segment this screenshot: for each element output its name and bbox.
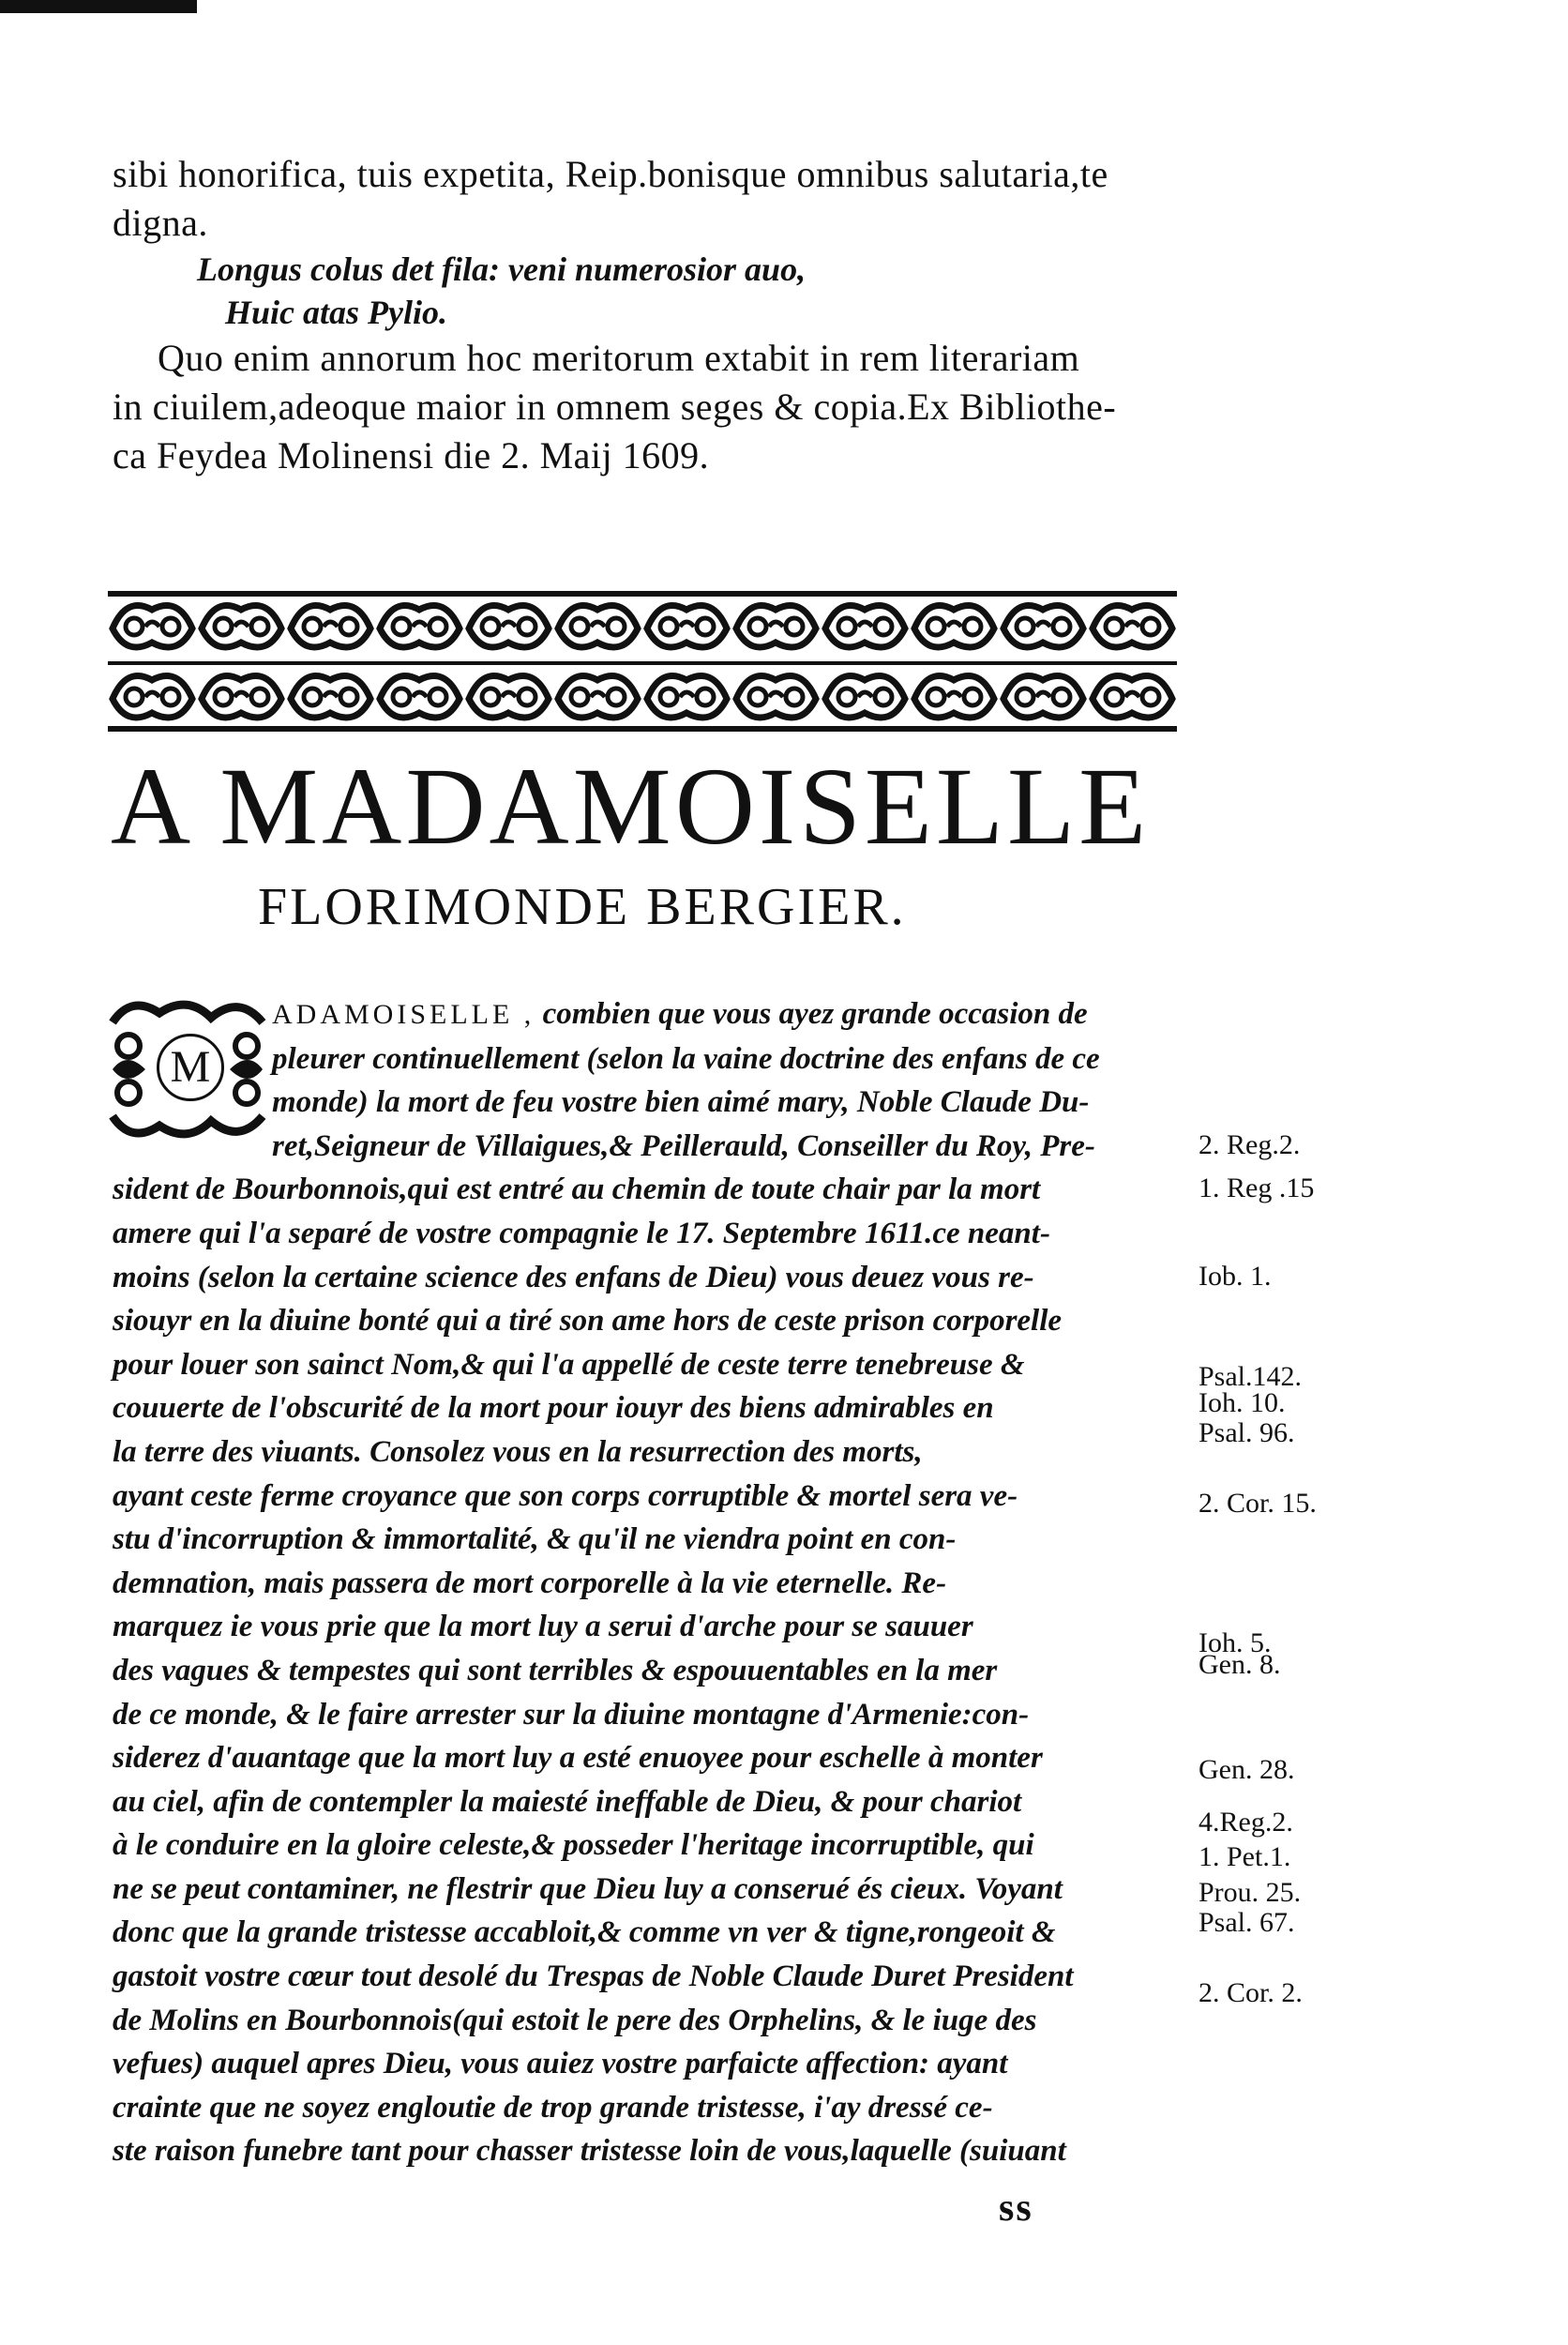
body-line: de Molins en Bourbonnois(qui estoit le pere des Orphelins, & le iuge des [113,2003,1037,2037]
body-line: demnation, mais passera de mort corporelle à la vie eternelle. Re- [113,1566,947,1600]
margin-note: 4.Reg.2. [1199,1807,1293,1838]
body-line: moins (selon la certaine science des enfans de Dieu) vous deuez vous re- [113,1260,1034,1294]
body-line: pleurer continuellement (selon la vaine doctrine des enfans de ce [272,1041,1100,1076]
margin-note: 1. Pet.1. [1199,1841,1291,1873]
margin-note: Iob. 1. [1199,1260,1272,1292]
body-line [113,992,1191,1037]
intro-text [113,150,1219,480]
body-line: ne se peut contaminer, ne flestrir que Dieu luy a conserué és cieux. Voyant [113,1871,1063,1906]
closing-line: ca Feydea Molinensi die 2. Maij 1609. [113,434,710,477]
closing-line: Quo enim annorum hoc meritorum extabit in rem literariam [158,337,1080,379]
body-line: au ciel, afin de contempler la maiesté ineffable de Dieu, & pour chariot [113,1784,1022,1819]
margin-note: Psal. 67. [1199,1907,1295,1939]
margin-note: Ioh. 5. [1199,1627,1272,1659]
catchword: ss [999,2186,1033,2230]
body-line: la terre des viuants. Consolez vous en la resurrection des morts, [113,1434,923,1469]
body-line: à le conduire en la gloire celeste,& posseder l'heritage incorruptible, qui [113,1828,1034,1863]
body-line: ste raison funebre tant pour chasser tristesse loin de vous,laquelle (suiuant [113,2134,1066,2169]
dedication-body [113,992,1191,2173]
intro-line: sibi honorifica, tuis expetita, Reip.bonisque omnibus salutaria,te [113,153,1108,195]
margin-note: 2. Cor. 15. [1199,1487,1317,1519]
body-line: sident de Bourbonnois,qui est entré au chemin de toute chair par la mort [113,1172,1041,1207]
verse-line: Longus colus det fila: veni numerosior auo, [197,250,807,288]
margin-note: 1. Reg .15 [1199,1172,1315,1204]
verse-line: Huic atas Pylio. [225,294,447,331]
body-line: ayant ceste ferme croyance que son corps corruptible & mortel sera ve- [113,1478,1018,1513]
body-line: ret,Seigneur de Villaigues,& Peillerauld, Conseiller du Roy, Pre- [272,1128,1095,1163]
margin-note: 2. Cor. 2. [1199,1976,1303,2008]
body-line: de ce monde, & le faire arrester sur la diuine montagne d'Armenie:con- [113,1697,1030,1732]
body-line: couuerte de l'obscurité de la mort pour iouyr des biens admirables en [113,1391,994,1426]
body-line: stu d'incorruption & immortalité, & qu'il ne viendra point en con- [113,1522,957,1557]
page-title: A MADAMOISELLE [111,745,1151,868]
margin-note: Psal.142. [1199,1360,1303,1392]
body-line: crainte que ne soyez engloutie de trop grande tristesse, i'ay dressé ce- [113,2090,993,2125]
margin-note: 2. Reg.2. [1199,1128,1301,1160]
body-line: monde) la mort de feu vostre bien aimé mary, Noble Claude Du- [272,1085,1090,1120]
margin-note: Prou. 25. [1199,1876,1302,1908]
margin-note: Ioh. 10. [1199,1386,1286,1418]
body-line: gastoit vostre cœur tout desolé du Trespas de Noble Claude Duret President [113,1959,1074,1994]
page-subtitle: FLORIMONDE BERGIER. [258,878,907,936]
opening-word: ADAMOISELLE , [272,999,535,1030]
margin-note: Gen. 8. [1199,1649,1281,1681]
intro-line: digna. [113,202,208,244]
dropcap-letter: M [157,1034,224,1101]
body-line: vefues) auquel apres Dieu, vous auiez vostre parfaicte affection: ayant [113,2047,1008,2081]
margin-note: Psal. 96. [1199,1417,1295,1449]
margin-note: Gen. 28. [1199,1754,1295,1786]
ornamental-band [108,591,1177,732]
body-line: siderez d'auantage que la mort luy a esté enuoyee pour eschelle à monter [113,1741,1043,1776]
body-line: siouyr en la diuine bonté qui a tiré son ame hors de ceste prison corporelle [113,1304,1063,1339]
body-line: des vagues & tempestes qui sont terribles & espouuentables en la mer [113,1653,998,1687]
body-line: amere qui l'a separé de vostre compagnie le 17. Septembre 1611.ce neant- [113,1216,1050,1250]
closing-line: in ciuilem,adeoque maior in omnem seges & copia.Ex Bibliothe- [113,386,1117,428]
body-line: marquez ie vous prie que la mort luy a serui d'arche pour se sauuer [113,1610,973,1644]
body-line: pour louer son sainct Nom,& qui l'a appellé de ceste terre tenebreuse & [113,1347,1025,1382]
body-line: donc que la grande tristesse accabloit,& comme vn ver & tigne,rongeoit & [113,1915,1056,1950]
body-line-text: combien que vous ayez grande occasion de [542,997,1088,1031]
